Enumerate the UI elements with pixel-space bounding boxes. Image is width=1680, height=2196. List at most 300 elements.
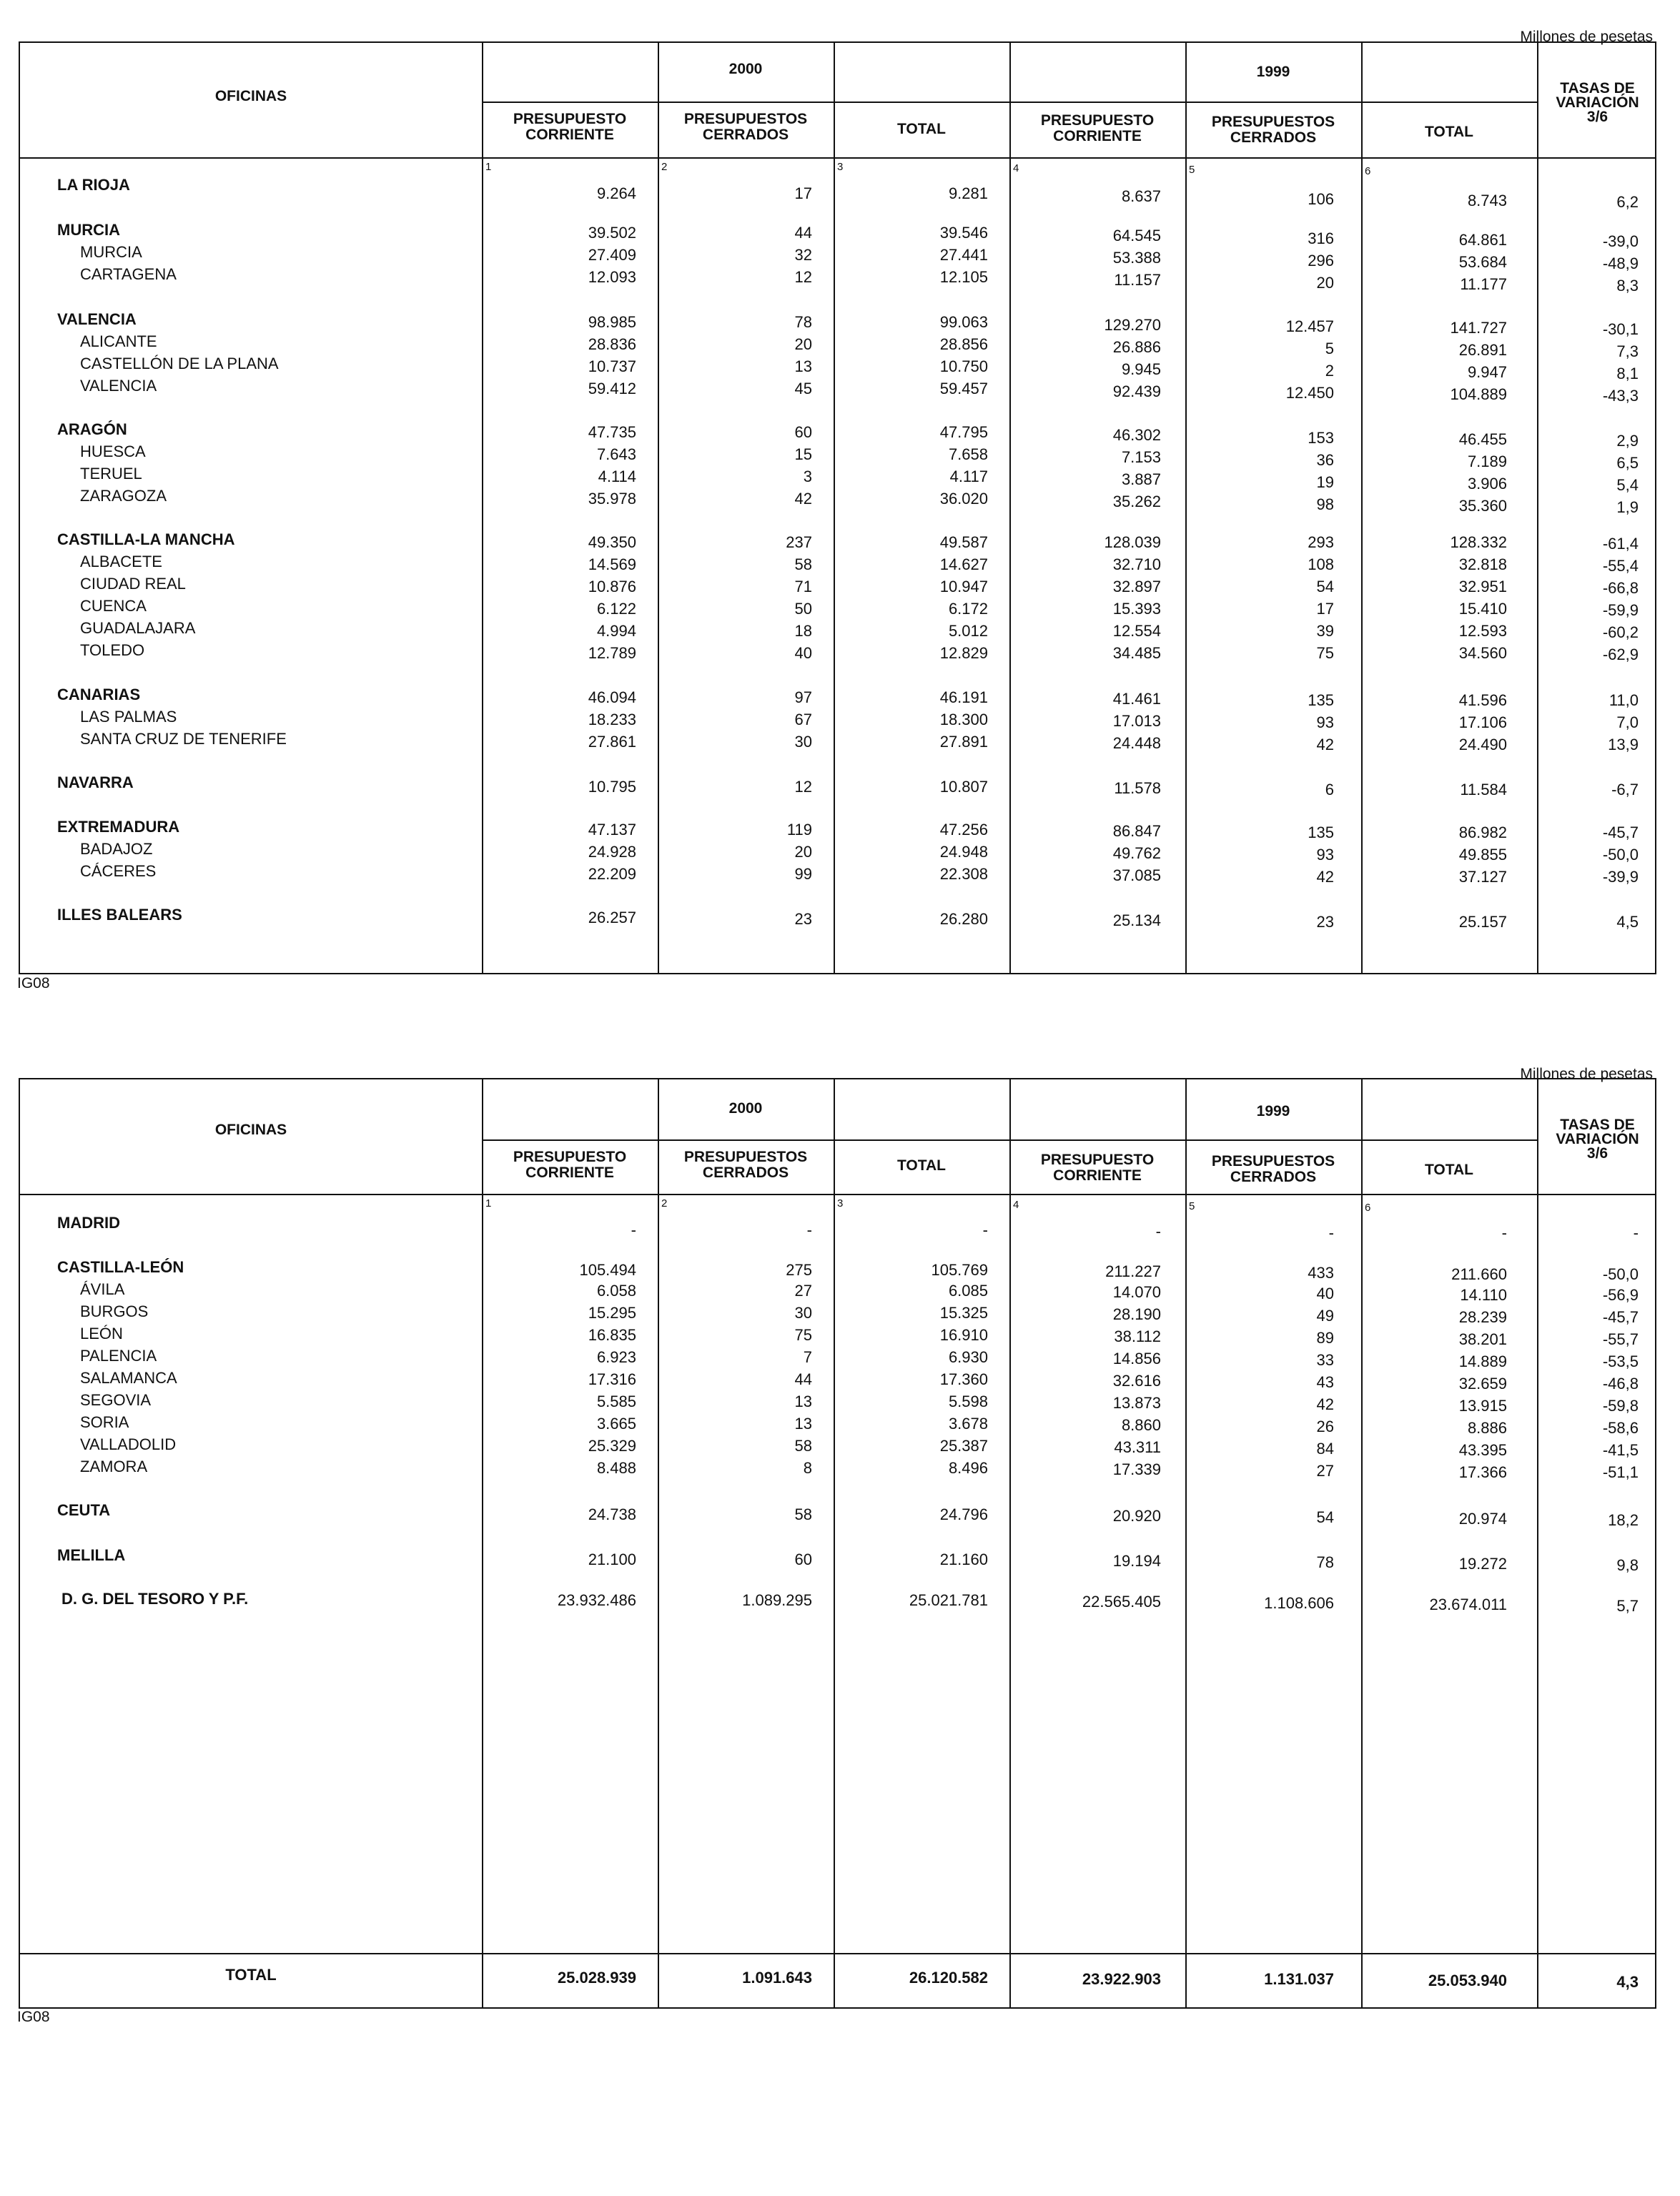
row-label: SORIA (80, 1413, 129, 1431)
row-label: TERUEL (80, 465, 142, 483)
footer-code: IG08 (17, 2009, 50, 2025)
cell-total-2000: 22.308 (939, 865, 988, 883)
cell-tasa-variacion: -53,5 (1602, 1352, 1639, 1370)
cell-presupuesto-corriente-1999: 13.873 (1112, 1394, 1161, 1412)
cell-tasa-variacion: 2,9 (1616, 432, 1639, 450)
cell-presupuestos-cerrados-2000: 20 (794, 335, 812, 353)
cell-tasa-variacion: 6,5 (1616, 454, 1639, 472)
cell-presupuesto-corriente-2000: 14.569 (588, 555, 636, 573)
cell-presupuesto-corriente-2000: 5.585 (596, 1393, 636, 1410)
table-row (20, 1258, 1655, 1283)
cell-total-1999: 46.455 (1458, 430, 1507, 448)
unit-label: Millones de pesetas (1520, 29, 1653, 45)
cell-presupuesto-corriente-2000: 9.264 (596, 184, 636, 202)
cell-presupuestos-cerrados-2000: 42 (794, 490, 812, 508)
header-total: TOTAL (896, 1157, 947, 1174)
cell-presupuesto-corriente-2000: 4.994 (596, 622, 636, 640)
cell-presupuestos-cerrados-1999: 78 (1316, 1553, 1334, 1571)
header-year-1999: 1999 (1256, 1103, 1290, 1119)
table-row (20, 1391, 1655, 1413)
cell-total-2000: 5.012 (948, 622, 988, 640)
cell-total-1999: 20.974 (1458, 1510, 1507, 1528)
cell-presupuesto-corriente-1999: 41.461 (1112, 690, 1161, 708)
column-number: 5 (1189, 1200, 1195, 1212)
cell-presupuesto-corriente-1999: 64.545 (1112, 227, 1161, 244)
cell-presupuestos-cerrados-2000: 78 (794, 313, 812, 331)
cell-presupuesto-corriente-2000: 15.295 (588, 1304, 636, 1322)
cell-presupuesto-corriente-1999: 53.388 (1112, 249, 1161, 267)
total-label: TOTAL (225, 1966, 277, 1984)
cell-total-1999: 11.584 (1460, 781, 1507, 798)
cell-presupuesto-corriente-1999: 7.153 (1121, 448, 1161, 466)
table-row (20, 310, 1655, 338)
cell-tasa-variacion: 11,0 (1609, 691, 1639, 709)
cell-tasa-variacion: -50,0 (1602, 846, 1639, 864)
cell-total-2000: 27.441 (939, 246, 988, 264)
cell-total-1999: 32.818 (1458, 555, 1507, 573)
cell-presupuestos-cerrados-1999: 20 (1316, 274, 1334, 292)
table-row (20, 1347, 1655, 1368)
cell-presupuesto-corriente-1999: 35.262 (1112, 493, 1161, 510)
cell-presupuestos-cerrados-1999: 54 (1316, 1508, 1334, 1526)
column-number: 3 (837, 1197, 844, 1210)
table-row (20, 619, 1655, 640)
cell-presupuestos-cerrados-2000: 97 (794, 688, 812, 706)
table-row (20, 686, 1655, 707)
cell-tasa-variacion: -55,4 (1602, 557, 1639, 575)
cell-presupuestos-cerrados-2000: 20 (794, 843, 812, 861)
header-presupuestos-cerrados: PRESUPUESTOS CERRADOS (1211, 1153, 1335, 1185)
cell-presupuestos-cerrados-1999: 1.108.606 (1264, 1594, 1334, 1612)
table-row (20, 1458, 1655, 1479)
row-label: LA RIOJA (57, 176, 130, 194)
cell-presupuesto-corriente-2000: 105.494 (579, 1261, 636, 1279)
cell-presupuestos-cerrados-2000: 13 (794, 1415, 812, 1433)
row-label: ARAGÓN (57, 420, 127, 438)
cell-presupuestos-cerrados-2000: 50 (794, 600, 812, 618)
header-year-2000: 2000 (728, 61, 763, 77)
cell-presupuestos-cerrados-2000: 58 (794, 1505, 812, 1523)
cell-tasa-variacion: 5,4 (1616, 476, 1639, 494)
cell-total-1999: 37.127 (1458, 868, 1507, 886)
cell-total-2000: 25.387 (939, 1437, 988, 1455)
cell-presupuestos-cerrados-2000: 27 (794, 1282, 812, 1300)
cell-presupuestos-cerrados-2000: 3 (803, 468, 812, 485)
cell-presupuestos-cerrados-1999: 89 (1316, 1329, 1334, 1347)
cell-tasa-variacion: -55,7 (1602, 1330, 1639, 1348)
cell-presupuesto-corriente-2000: 6.923 (596, 1348, 636, 1366)
cell-total-2000: 99.063 (939, 313, 988, 331)
cell-presupuestos-cerrados-1999: 433 (1308, 1264, 1334, 1282)
cell-presupuestos-cerrados-2000: 23 (794, 910, 812, 928)
cell-presupuestos-cerrados-1999: 39 (1316, 622, 1334, 640)
cell-presupuestos-cerrados-2000: 237 (786, 533, 812, 551)
cell-presupuestos-cerrados-2000: 44 (794, 1370, 812, 1388)
cell-presupuestos-cerrados-1999: 40 (1316, 1285, 1334, 1302)
cell-total-1999: 64.861 (1458, 231, 1507, 249)
cell-total-2000: 6.085 (948, 1282, 988, 1300)
cell-total-2000: 28.856 (939, 335, 988, 353)
cell-tasa-variacion: -43,3 (1602, 387, 1639, 405)
cell-total-2000: 26.120.582 (909, 1969, 988, 1987)
cell-total-2000: 10.750 (939, 357, 988, 375)
cell-presupuesto-corriente-2000: 21.100 (588, 1550, 636, 1568)
cell-presupuestos-cerrados-2000: 67 (794, 711, 812, 728)
cell-tasa-variacion: 7,3 (1616, 342, 1639, 360)
cell-presupuestos-cerrados-2000: 71 (794, 578, 812, 595)
header-tasas-variacion: TASAS DE VARIACIÓN 3/6 (1556, 1117, 1639, 1162)
cell-total-1999: 19.272 (1458, 1555, 1507, 1573)
cell-presupuesto-corriente-1999: 128.039 (1104, 533, 1161, 551)
cell-total-2000: 10.947 (939, 578, 988, 595)
table-row (20, 1590, 1655, 1615)
cell-presupuesto-corriente-1999: 11.157 (1114, 271, 1161, 289)
cell-presupuestos-cerrados-1999: 36 (1316, 451, 1334, 469)
cell-presupuesto-corriente-1999: 32.710 (1112, 555, 1161, 573)
cell-presupuestos-cerrados-1999: 135 (1308, 691, 1334, 709)
cell-presupuestos-cerrados-1999: 5 (1325, 340, 1334, 357)
cell-total-1999: 8.743 (1467, 192, 1507, 209)
table-row (20, 221, 1655, 250)
header-divider (482, 102, 1537, 103)
cell-presupuesto-corriente-2000: 47.735 (588, 423, 636, 441)
cell-total-2000: 25.021.781 (909, 1591, 988, 1609)
cell-total-1999: 43.395 (1458, 1441, 1507, 1459)
cell-presupuesto-corriente-1999: 17.339 (1112, 1460, 1161, 1478)
cell-presupuesto-corriente-1999: 32.616 (1112, 1372, 1161, 1390)
cell-total-1999: 15.410 (1458, 600, 1507, 618)
row-label: ZAMORA (80, 1458, 148, 1475)
cell-presupuesto-corriente-1999: 23.922.903 (1082, 1970, 1161, 1988)
table-row (20, 487, 1655, 516)
cell-presupuestos-cerrados-1999: - (1328, 1224, 1334, 1242)
row-label: BURGOS (80, 1302, 149, 1320)
cell-presupuesto-corriente-2000: 17.316 (588, 1370, 636, 1388)
cell-total-1999: 25.053.940 (1428, 1972, 1507, 1989)
cell-total-2000: 24.948 (939, 843, 988, 861)
table-row (20, 906, 1655, 931)
row-label: ALICANTE (80, 332, 157, 350)
row-label: CASTILLA-LA MANCHA (57, 530, 235, 548)
cell-presupuesto-corriente-1999: 3.887 (1121, 470, 1161, 488)
cell-presupuestos-cerrados-1999: 2 (1325, 362, 1334, 380)
cell-total-1999: 32.659 (1458, 1375, 1507, 1393)
cell-tasa-variacion: -45,7 (1602, 1308, 1639, 1326)
cell-presupuestos-cerrados-1999: 12.450 (1285, 384, 1334, 402)
cell-presupuestos-cerrados-2000: 13 (794, 357, 812, 375)
cell-presupuestos-cerrados-1999: 12.457 (1285, 317, 1334, 335)
row-label: CIUDAD REAL (80, 575, 186, 593)
cell-presupuestos-cerrados-1999: 27 (1316, 1462, 1334, 1480)
footer-code: IG08 (17, 975, 50, 991)
cell-tasa-variacion: 8,3 (1616, 277, 1639, 295)
cell-total-2000: 24.796 (939, 1505, 988, 1523)
cell-presupuestos-cerrados-1999: 42 (1316, 1395, 1334, 1413)
cell-presupuestos-cerrados-1999: 17 (1316, 600, 1334, 618)
cell-tasa-variacion: -61,4 (1602, 535, 1639, 553)
cell-presupuesto-corriente-1999: 15.393 (1112, 600, 1161, 618)
cell-total-2000: 5.598 (948, 1393, 988, 1410)
cell-presupuestos-cerrados-2000: 7 (803, 1348, 812, 1366)
cell-presupuestos-cerrados-2000: 44 (794, 224, 812, 242)
cell-presupuestos-cerrados-2000: 30 (794, 1304, 812, 1322)
cell-total-1999: 32.951 (1458, 578, 1507, 595)
cell-total-1999: - (1501, 1224, 1507, 1242)
row-label: CUENCA (80, 597, 147, 615)
cell-presupuestos-cerrados-1999: 43 (1316, 1373, 1334, 1391)
header-presupuesto-corriente: PRESUPUESTO CORRIENTE (1040, 1152, 1155, 1184)
cell-total-2000: 8.496 (948, 1459, 988, 1477)
cell-tasa-variacion: 6,2 (1616, 193, 1639, 211)
cell-tasa-variacion: 8,1 (1616, 365, 1639, 382)
cell-presupuesto-corriente-2000: 4.114 (598, 468, 636, 485)
cell-presupuestos-cerrados-1999: 6 (1325, 781, 1334, 798)
table-row (20, 1280, 1655, 1302)
unit-label: Millones de pesetas (1520, 1066, 1653, 1082)
cell-total-1999: 9.947 (1467, 363, 1507, 381)
cell-presupuesto-corriente-1999: 8.637 (1121, 187, 1161, 205)
cell-tasa-variacion: -59,8 (1602, 1397, 1639, 1415)
cell-total-2000: 12.105 (939, 268, 988, 286)
cell-total-1999: 12.593 (1458, 622, 1507, 640)
header-presupuesto-corriente: PRESUPUESTO CORRIENTE (1040, 112, 1155, 144)
cell-tasa-variacion: 13,9 (1608, 736, 1639, 753)
cell-presupuesto-corriente-1999: 14.070 (1112, 1283, 1161, 1301)
cell-presupuesto-corriente-1999: 17.013 (1112, 712, 1161, 730)
cell-total-1999: 7.189 (1467, 452, 1507, 470)
header-oficinas: OFICINAS (214, 88, 287, 104)
cell-total-2000: 7.658 (948, 445, 988, 463)
header-presupuesto-corriente: PRESUPUESTO CORRIENTE (513, 1149, 627, 1181)
cell-tasa-variacion: -30,1 (1602, 320, 1639, 338)
row-label: VALLADOLID (80, 1435, 177, 1453)
cell-presupuestos-cerrados-2000: 60 (794, 423, 812, 441)
row-label: MADRID (57, 1214, 120, 1232)
cell-tasa-variacion: -58,6 (1602, 1419, 1639, 1437)
cell-presupuesto-corriente-2000: 8.488 (596, 1459, 636, 1477)
header-year-1999: 1999 (1256, 64, 1290, 80)
cell-presupuesto-corriente-2000: 12.093 (588, 268, 636, 286)
cell-total-2000: 46.191 (939, 688, 988, 706)
row-label: CÁCERES (80, 862, 157, 880)
cell-total-2000: 39.546 (939, 224, 988, 242)
cell-tasa-variacion: -50,0 (1602, 1265, 1639, 1283)
row-label: CEUTA (57, 1501, 111, 1519)
cell-presupuestos-cerrados-2000: 13 (794, 1393, 812, 1410)
cell-total-1999: 17.106 (1458, 713, 1507, 731)
cell-tasa-variacion: -59,9 (1602, 601, 1639, 619)
cell-presupuesto-corriente-1999: 49.762 (1112, 844, 1161, 862)
cell-tasa-variacion: -39,0 (1602, 232, 1639, 250)
cell-tasa-variacion: -41,5 (1602, 1441, 1639, 1459)
cell-presupuesto-corriente-1999: 129.270 (1104, 316, 1161, 334)
column-number: 1 (485, 1197, 492, 1210)
column-number: 6 (1365, 165, 1371, 177)
cell-tasa-variacion: -48,9 (1602, 254, 1639, 272)
cell-total-1999: 26.891 (1458, 341, 1507, 359)
cell-total-2000: 16.910 (939, 1326, 988, 1344)
row-label: VALENCIA (80, 377, 157, 395)
cell-total-2000: 3.678 (948, 1415, 988, 1433)
cell-tasa-variacion: -62,9 (1602, 646, 1639, 663)
cell-presupuestos-cerrados-2000: 1.091.643 (742, 1969, 812, 1987)
row-label: NAVARRA (57, 773, 134, 791)
header-bottom-rule (20, 1194, 1655, 1195)
table-row (20, 530, 1655, 552)
table-row (20, 1501, 1655, 1529)
cell-presupuesto-corriente-1999: 92.439 (1112, 382, 1161, 400)
cell-presupuesto-corriente-1999: 34.485 (1112, 644, 1161, 662)
cell-presupuesto-corriente-2000: 10.876 (588, 578, 636, 595)
cell-presupuestos-cerrados-2000: - (806, 1221, 812, 1239)
cell-presupuesto-corriente-1999: 14.856 (1112, 1350, 1161, 1367)
cell-presupuestos-cerrados-2000: 40 (794, 644, 812, 662)
table-2 (19, 1078, 1656, 2009)
header-oficinas: OFICINAS (214, 1122, 287, 1138)
column-number: 5 (1189, 164, 1195, 176)
cell-presupuesto-corriente-2000: 27.861 (588, 733, 636, 751)
cell-presupuesto-corriente-2000: 27.409 (588, 246, 636, 264)
header-presupuestos-cerrados: PRESUPUESTOS CERRADOS (1211, 114, 1335, 146)
cell-tasa-variacion: 5,7 (1616, 1597, 1639, 1615)
table-row (20, 355, 1655, 382)
cell-total-2000: 18.300 (939, 711, 988, 728)
cell-total-1999: 41.596 (1458, 691, 1507, 709)
row-label: CANARIAS (57, 686, 141, 703)
cell-presupuesto-corriente-2000: 22.209 (588, 865, 636, 883)
cell-presupuesto-corriente-1999: 19.194 (1112, 1552, 1161, 1570)
cell-total-2000: 105.769 (931, 1261, 988, 1279)
cell-total-1999: 141.727 (1450, 319, 1507, 337)
cell-presupuestos-cerrados-1999: 23 (1316, 913, 1334, 931)
cell-presupuestos-cerrados-1999: 106 (1308, 190, 1334, 208)
cell-tasa-variacion: -56,9 (1602, 1286, 1639, 1304)
cell-presupuestos-cerrados-1999: 93 (1316, 846, 1334, 864)
column-number: 4 (1013, 1199, 1019, 1211)
cell-presupuesto-corriente-2000: 10.795 (588, 778, 636, 796)
cell-presupuesto-corriente-1999: 32.897 (1112, 578, 1161, 595)
header-presupuesto-corriente: PRESUPUESTO CORRIENTE (513, 111, 627, 143)
cell-total-1999: 17.366 (1458, 1463, 1507, 1481)
row-label: VALENCIA (57, 310, 137, 328)
cell-presupuestos-cerrados-2000: 99 (794, 865, 812, 883)
cell-presupuesto-corriente-2000: 49.350 (588, 533, 636, 551)
cell-tasa-variacion: 4,5 (1616, 913, 1639, 931)
header-presupuestos-cerrados: PRESUPUESTOS CERRADOS (683, 1149, 808, 1181)
cell-tasa-variacion: -45,7 (1602, 824, 1639, 841)
cell-total-2000: 17.360 (939, 1370, 988, 1388)
cell-total-2000: 6.172 (948, 600, 988, 618)
cell-total-1999: 23.674.011 (1429, 1596, 1507, 1613)
cell-presupuesto-corriente-1999: 86.847 (1112, 822, 1161, 840)
table-row (20, 553, 1655, 574)
cell-total-1999: 28.239 (1458, 1308, 1507, 1326)
row-label: MURCIA (57, 221, 120, 239)
cell-total-2000: 12.829 (939, 644, 988, 662)
cell-presupuestos-cerrados-1999: 135 (1308, 824, 1334, 841)
cell-total-2000: 49.587 (939, 533, 988, 551)
table-row (20, 1546, 1655, 1574)
row-label: EXTREMADURA (57, 818, 180, 836)
cell-presupuesto-corriente-1999: 9.945 (1121, 360, 1161, 378)
cell-presupuestos-cerrados-1999: 316 (1308, 229, 1334, 247)
cell-presupuesto-corriente-2000: 39.502 (588, 224, 636, 242)
cell-presupuesto-corriente-2000: - (631, 1221, 636, 1239)
cell-presupuesto-corriente-2000: 47.137 (588, 821, 636, 839)
cell-tasa-variacion: 18,2 (1608, 1511, 1639, 1529)
cell-tasa-variacion: 1,9 (1616, 498, 1639, 516)
table-row (20, 377, 1655, 405)
cell-presupuesto-corriente-2000: 23.932.486 (557, 1591, 636, 1609)
cell-presupuesto-corriente-2000: 46.094 (588, 688, 636, 706)
row-label: BADAJOZ (80, 840, 153, 858)
cell-presupuesto-corriente-1999: 24.448 (1112, 734, 1161, 752)
cell-presupuesto-corriente-1999: 46.302 (1112, 426, 1161, 444)
cell-tasa-variacion: 4,3 (1616, 1973, 1639, 1991)
cell-presupuesto-corriente-2000: 26.257 (588, 909, 636, 926)
cell-total-2000: 59.457 (939, 380, 988, 397)
cell-presupuestos-cerrados-2000: 17 (794, 184, 812, 202)
table-row (20, 1369, 1655, 1393)
table-row (20, 332, 1655, 360)
table-row (20, 730, 1655, 751)
cell-total-1999: 86.982 (1458, 824, 1507, 841)
cell-tasa-variacion: -39,9 (1602, 868, 1639, 886)
cell-presupuesto-corriente-2000: 6.122 (596, 600, 636, 618)
cell-presupuesto-corriente-1999: 37.085 (1112, 866, 1161, 884)
cell-tasa-variacion: - (1633, 1224, 1639, 1242)
cell-presupuesto-corriente-2000: 35.978 (588, 490, 636, 508)
cell-total-2000: 36.020 (939, 490, 988, 508)
cell-total-1999: 11.177 (1460, 275, 1507, 293)
cell-tasa-variacion: -46,8 (1602, 1375, 1639, 1393)
cell-total-1999: 25.157 (1458, 913, 1507, 931)
cell-presupuesto-corriente-1999: 25.134 (1112, 911, 1161, 929)
table-row (20, 1413, 1655, 1435)
table-row (20, 1302, 1655, 1324)
cell-presupuesto-corriente-1999: 22.565.405 (1082, 1593, 1161, 1611)
cell-presupuestos-cerrados-2000: 15 (794, 445, 812, 463)
row-label: D. G. DEL TESORO Y P.F. (61, 1590, 249, 1608)
cell-total-2000: 9.281 (948, 184, 988, 202)
cell-tasa-variacion: -6,7 (1611, 781, 1639, 798)
cell-presupuestos-cerrados-1999: 1.131.037 (1264, 1970, 1334, 1988)
table-row (20, 708, 1655, 729)
cell-presupuestos-cerrados-1999: 153 (1308, 429, 1334, 447)
cell-total-2000: 27.891 (939, 733, 988, 751)
table-row (20, 176, 1655, 211)
total-rule (20, 1953, 1655, 1954)
cell-total-2000: 10.807 (939, 778, 988, 796)
row-label: MURCIA (80, 243, 142, 261)
cell-presupuesto-corriente-2000: 24.928 (588, 843, 636, 861)
cell-presupuesto-corriente-2000: 25.028.939 (557, 1969, 636, 1987)
cell-total-1999: 13.915 (1458, 1397, 1507, 1415)
cell-presupuestos-cerrados-2000: 45 (794, 380, 812, 397)
cell-presupuesto-corriente-2000: 7.643 (596, 445, 636, 463)
cell-presupuesto-corriente-2000: 3.665 (596, 1415, 636, 1433)
table-row (20, 1214, 1655, 1242)
cell-total-2000: 15.325 (939, 1304, 988, 1322)
cell-presupuesto-corriente-1999: 11.578 (1114, 779, 1161, 797)
row-label: MELILLA (57, 1546, 126, 1564)
cell-total-1999: 104.889 (1450, 385, 1507, 403)
cell-presupuesto-corriente-1999: 8.860 (1121, 1416, 1161, 1434)
cell-presupuestos-cerrados-1999: 54 (1316, 578, 1334, 595)
row-label: TOLEDO (80, 641, 145, 659)
cell-presupuesto-corriente-2000: 59.412 (588, 380, 636, 397)
cell-total-1999: 34.560 (1458, 644, 1507, 662)
